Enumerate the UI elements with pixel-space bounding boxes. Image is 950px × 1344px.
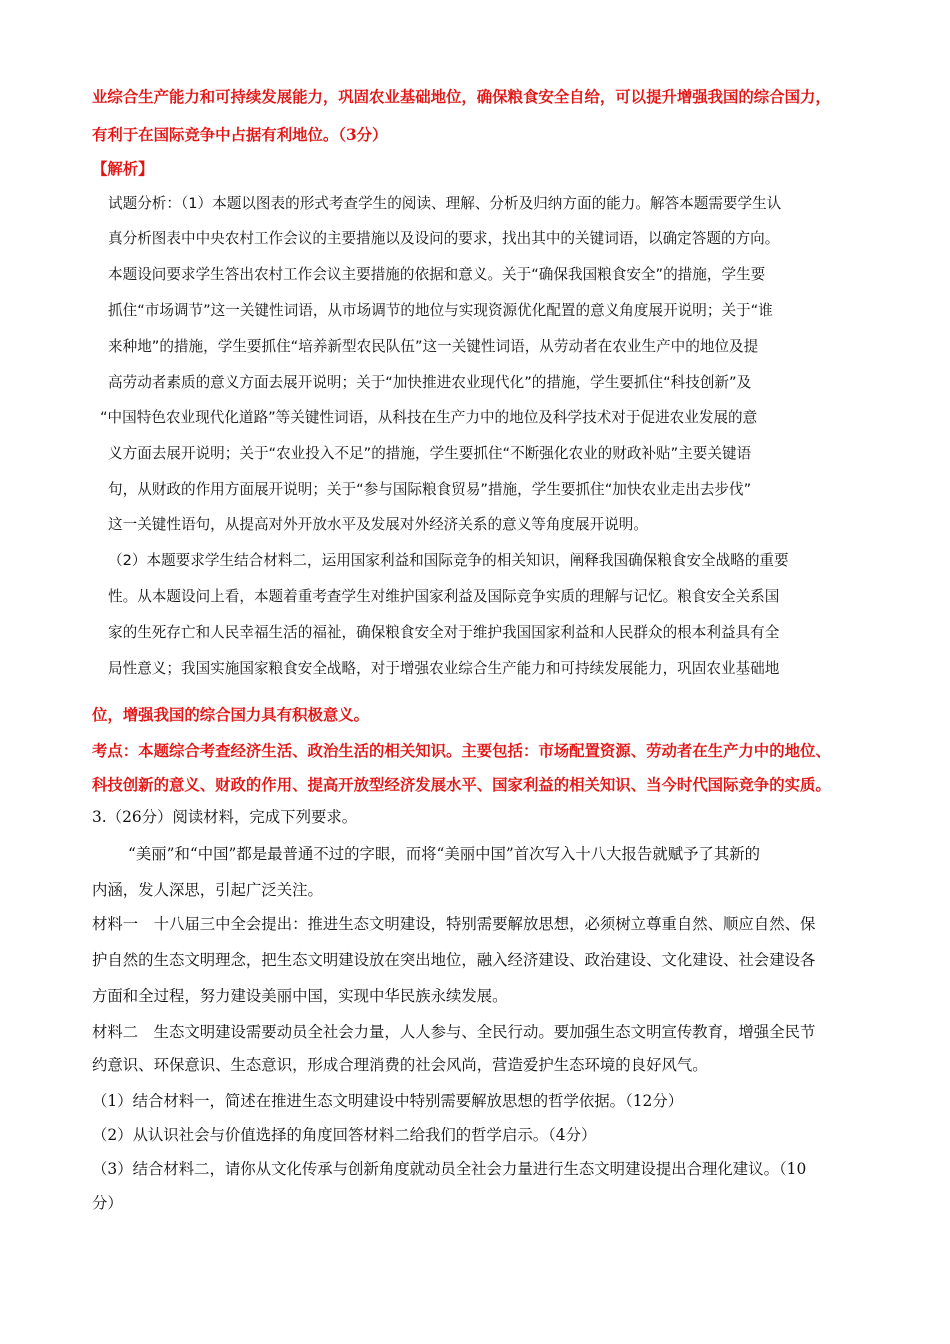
analysis-line: “中国特色农业现代化道路”等关键性词语，从科技在生产力中的地位及科学技术对于促进农业发展的意	[100, 409, 758, 426]
analysis-line: 本题设问要求学生答出农村工作会议主要措施的依据和意义。关于“确保我国粮食安全”的措施，学生要	[108, 266, 766, 283]
answer-line: 业综合生产能力和可持续发展能力，巩固农业基础地位，确保粮食安全自给，可以提升增强我国的综合国力，	[92, 88, 831, 106]
analysis-line: 义方面去展开说明；关于“农业投入不足”的措施，学生要抓住“不断强化农业的财政补贴”主要关键语	[108, 445, 752, 462]
material-one-line: 材料一 十八届三中全会提出：推进生态文明建设，特别需要解放思想，必须树立尊重自然、顺应自然、保	[92, 915, 816, 933]
analysis-line: 真分析图表中中央农村工作会议的主要措施以及设问的要求，找出其中的关键词语，以确定答题的方向。	[108, 230, 780, 247]
analysis-conclusion: 位，增强我国的综合国力具有积极意义。	[92, 706, 370, 724]
material-two-line: 约意识、环保意识、生态意识，形成合理消费的社会风尚，营造爱护生态环境的良好风气。	[92, 1056, 708, 1074]
question-header: 3.（26分）阅读材料，完成下列要求。	[92, 808, 358, 826]
analysis-line: 抓住“市场调节”这一关键性词语，从市场调节的地位与实现资源优化配置的意义角度展开说明；关于“谁	[108, 302, 773, 319]
analysis-line: （2）本题要求学生结合材料二，运用国家利益和国际竞争的相关知识，阐释我国确保粮食安全战略的重要	[108, 552, 789, 569]
material-two-line: 材料二 生态文明建设需要动员全社会力量，人人参与、全民行动。要加强生态文明宣传教育，增强全民节	[92, 1023, 816, 1041]
analysis-line: 来种地”的措施，学生要抓住“培养新型农民队伍”这一关键性词语，从劳动者在农业生产中的地位及提	[108, 338, 759, 355]
analysis-line: 性。从本题设问上看，本题着重考查学生对维护国家利益及国际竞争实质的理解与记忆。粮食安全关系国	[108, 588, 780, 605]
task-line: 分）	[92, 1194, 123, 1212]
task-line: （1）结合材料一，简述在推进生态文明建设中特别需要解放思想的哲学依据。（12分）	[92, 1092, 684, 1110]
key-point-line: 科技创新的意义、财政的作用、提高开放型经济发展水平、国家利益的相关知识、当今时代国际竞争的实质。	[92, 776, 831, 794]
analysis-line: 句，从财政的作用方面展开说明；关于“参与国际粮食贸易”措施，学生要抓住“加快农业走出去步伐”	[108, 481, 752, 498]
analysis-line: 试题分析：（1）本题以图表的形式考查学生的阅读、理解、分析及归纳方面的能力。解答本题需要学生认	[108, 195, 782, 212]
key-point-line: 考点：本题综合考查经济生活、政治生活的相关知识。主要包括：市场配置资源、劳动者在生产力中的地位、	[92, 742, 831, 760]
question-intro-line: 内涵，发人深思，引起广泛关注。	[92, 881, 323, 899]
material-one-line: 方面和全过程，努力建设美丽中国，实现中华民族永续发展。	[92, 987, 508, 1005]
material-one-line: 护自然的生态文明理念，把生态文明建设放在突出地位，融入经济建设、政治建设、文化建设、社会建设各	[92, 951, 816, 969]
task-line: （3）结合材料二，请你从文化传承与创新角度就动员全社会力量进行生态文明建设提出合理化建议。（10	[92, 1160, 807, 1178]
analysis-heading: 【解析】	[92, 160, 154, 178]
task-line: （2）从认识社会与价值选择的角度回答材料二给我们的哲学启示。（4分）	[92, 1126, 597, 1144]
question-intro-line: “美丽”和“中国”都是最普通不过的字眼，而将“美丽中国”首次写入十八大报告就赋予了其新的	[128, 845, 761, 863]
analysis-line: 局性意义；我国实施国家粮食安全战略，对于增强农业综合生产能力和可持续发展能力，巩固农业基础地	[108, 660, 780, 677]
analysis-line: 家的生死存亡和人民幸福生活的福祉，确保粮食安全对于维护我国国家利益和人民群众的根本利益具有全	[108, 624, 780, 641]
analysis-line: 高劳动者素质的意义方面去展开说明；关于“加快推进农业现代化”的措施，学生要抓住“科技创新”及	[108, 374, 752, 391]
analysis-line: 这一关键性语句，从提高对外开放水平及发展对外经济关系的意义等角度展开说明。	[108, 516, 648, 533]
answer-line: 有利于在国际竞争中占据有利地位。（3分）	[92, 126, 388, 144]
